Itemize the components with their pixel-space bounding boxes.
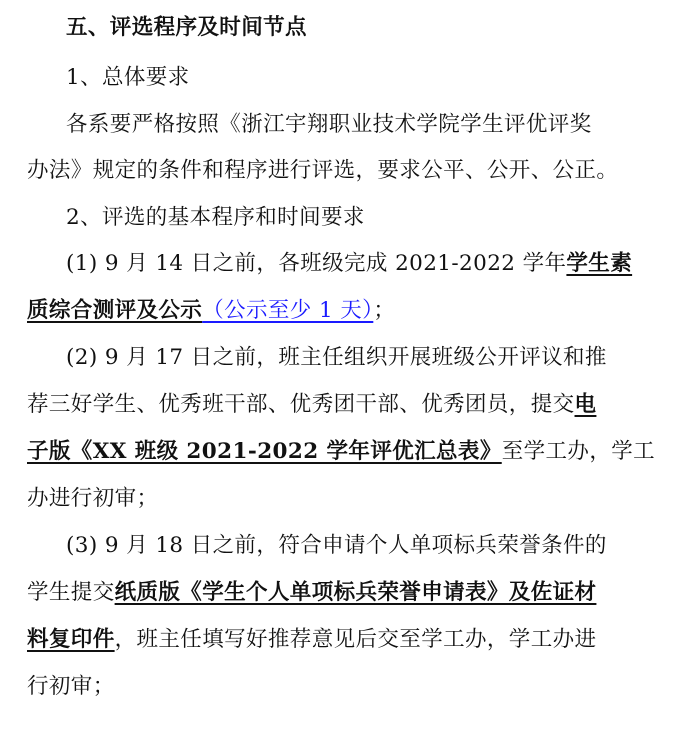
- step3-highlight: 料复印件: [27, 627, 115, 652]
- step2-highlight: 电: [574, 392, 597, 417]
- step3-line3: [27, 622, 596, 653]
- step3-text: 学生提交: [27, 580, 115, 605]
- step1-highlight: 学生素: [566, 251, 633, 276]
- step1-line1: [66, 246, 632, 277]
- step1-punct: ；: [373, 298, 396, 323]
- step3-line2: [27, 575, 596, 606]
- step3-line4: 行初审；: [27, 674, 115, 699]
- step2-text: 至学工办，学工: [501, 439, 656, 464]
- item1-text-line2: 办法》规定的条件和程序进行评选，要求公平、公开、公正。: [27, 158, 619, 183]
- step2-line4: 办进行初审；: [27, 486, 159, 511]
- item2-heading: 2、评选的基本程序和时间要求: [66, 205, 365, 230]
- step1-text: (1) 9 月 14 日之前，各班级完成 2021-2022 学年: [66, 251, 567, 276]
- step3-highlight: 纸质版《学生个人单项标兵荣誉申请表》及佐证材: [114, 580, 597, 605]
- item1-heading: 1、总体要求: [66, 65, 190, 90]
- step1-note: （公示至少 1 天）: [202, 298, 374, 323]
- step1-highlight: 质综合测评及公示: [27, 298, 203, 323]
- item1-text-line1: 各系要严格按照《浙江宇翔职业技术学院学生评优评奖: [66, 112, 592, 137]
- step1-line2: [27, 293, 395, 324]
- step2-text: 荐三好学生、优秀班干部、优秀团干部、优秀团员，提交: [27, 392, 575, 417]
- section-title: 五、评选程序及时间节点: [66, 15, 307, 40]
- step3-text: ，班主任填写好推荐意见后交至学工办，学工办进: [114, 627, 597, 652]
- step3-line1: (3) 9 月 18 日之前，符合申请个人单项标兵荣誉条件的: [66, 533, 607, 558]
- step2-line1: (2) 9 月 17 日之前，班主任组织开展班级公开评议和推: [66, 345, 607, 370]
- step2-line2: [27, 387, 596, 418]
- step2-line3: [27, 434, 655, 465]
- step2-highlight: 子版《XX 班级 2021-2022 学年评优汇总表》: [27, 439, 502, 464]
